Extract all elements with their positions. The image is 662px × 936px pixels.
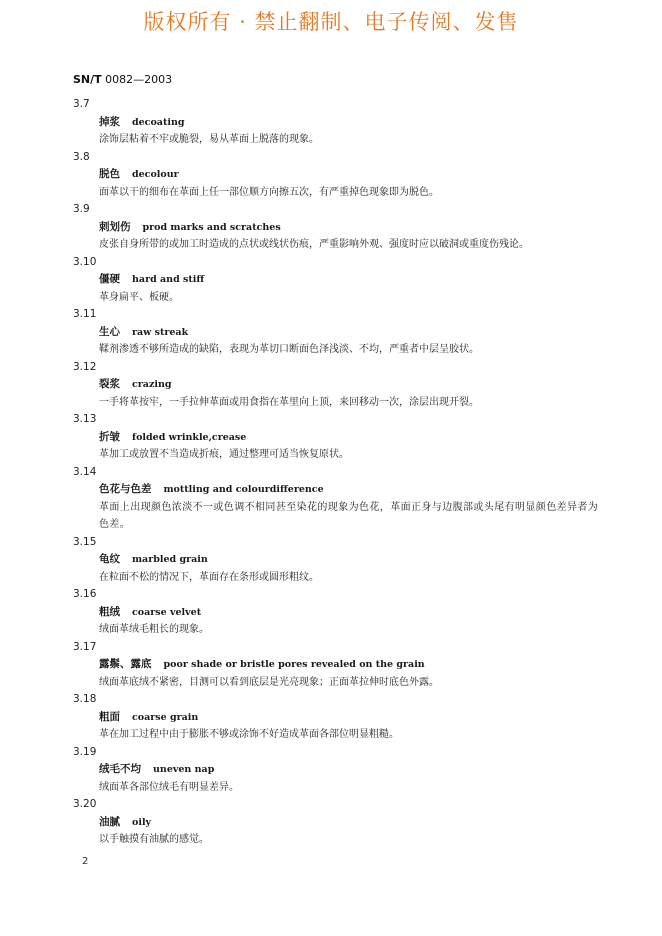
term-english: mottling and colourdifference	[163, 484, 324, 495]
term-entry	[73, 359, 603, 412]
term-entry	[73, 744, 603, 797]
standard-number: 0082—2003	[105, 73, 173, 86]
entry-definition: 皮张自身所带的或加工时造成的点状或线状伤痕，严重影响外观、强度时应以破洞或重度伤残论。	[99, 239, 529, 250]
term-entry	[73, 691, 603, 744]
term-english: uneven nap	[153, 764, 215, 775]
term-entry	[73, 464, 603, 534]
term-chinese: 粗绒	[99, 605, 120, 618]
entry-term	[99, 481, 603, 499]
entry-definition: 革在加工过程中由于膨胀不够或涂饰不好造成革面各部位明显粗糙。	[99, 729, 399, 740]
page-number: 2	[82, 856, 89, 867]
entry-number: 3.17	[73, 640, 97, 653]
term-english: marbled grain	[132, 554, 208, 565]
entry-number: 3.11	[73, 308, 97, 320]
term-english: oily	[132, 816, 152, 828]
entry-number: 3.20	[73, 798, 97, 810]
entry-number: 3.14	[73, 465, 97, 478]
term-english: poor shade or bristle pores revealed on the grain	[163, 659, 425, 670]
term-english: coarse grain	[132, 711, 199, 723]
entry-definition: 绒面革各部位绒毛有明显差异。	[99, 781, 239, 793]
entry-definition: 面革以干的细布在革面上任一部位顺方向擦五次，有严重掉色现象即为脱色。	[99, 186, 439, 198]
entry-definition: 绒面革底绒不紧密，目测可以看到底层是光亮现象；正面革拉伸时底色外露。	[99, 676, 439, 688]
term-english: hard and stiff	[132, 274, 205, 285]
term-chinese: 粗面	[99, 710, 120, 723]
standard-code-header	[73, 73, 172, 86]
term-chinese: 折皱	[99, 430, 120, 443]
term-english: coarse velvet	[132, 606, 202, 618]
term-chinese: 绒毛不均	[99, 763, 141, 775]
term-entry	[73, 586, 603, 639]
entry-definition: 涂饰层粘着不牢或脆裂，易从革面上脱落的现象。	[99, 134, 319, 145]
term-chinese: 色花与色差	[99, 483, 152, 495]
entry-term	[99, 761, 603, 779]
term-entry	[73, 201, 603, 254]
entry-number: 3.9	[73, 203, 90, 215]
term-english: folded wrinkle,crease	[132, 431, 247, 443]
entry-term	[99, 709, 603, 727]
entry-number: 3.13	[73, 413, 97, 425]
entry-number: 3.19	[73, 745, 97, 758]
entry-term	[99, 604, 603, 622]
term-chinese: 油腻	[99, 815, 120, 828]
term-english: decoating	[132, 116, 185, 128]
standard-org: SN/T	[73, 73, 102, 86]
entry-term	[99, 271, 603, 289]
entry-term	[99, 324, 603, 342]
term-english: decolour	[132, 169, 179, 180]
term-english: prod marks and scratches	[142, 221, 281, 233]
term-chinese: 掉浆	[99, 115, 120, 128]
entry-definition: 一手将革按牢，一手拉伸革面或用食指在革里向上顶，来回移动一次，涂层出现开裂。	[99, 396, 479, 408]
entry-definition: 绒面革绒毛粗长的现象。	[99, 624, 209, 635]
term-chinese: 刺划伤	[99, 220, 131, 233]
term-entry	[73, 306, 603, 359]
entry-definition: 革身扁平、板硬。	[99, 291, 179, 303]
term-english: crazing	[132, 379, 172, 390]
term-entry	[73, 639, 603, 692]
entry-term	[99, 814, 603, 832]
term-chinese: 生心	[99, 325, 120, 338]
entry-number: 3.16	[73, 588, 97, 600]
term-entry	[73, 534, 603, 587]
entry-number: 3.18	[73, 693, 97, 705]
entry-number: 3.12	[73, 360, 97, 373]
entry-definition: 革加工或放置不当造成折痕，通过整理可适当恢复原状。	[99, 449, 349, 460]
term-entry	[73, 411, 603, 464]
entry-term	[99, 429, 603, 447]
entry-term	[99, 114, 603, 132]
entry-number: 3.10	[73, 255, 97, 268]
term-english: raw streak	[132, 326, 189, 338]
entry-term	[99, 656, 603, 674]
entry-term	[99, 551, 603, 569]
entry-number: 3.7	[73, 98, 90, 110]
term-entry	[73, 96, 603, 149]
entry-number: 3.15	[73, 535, 97, 548]
entry-definition: 在粒面不松的情况下，革面存在条形或圆形粗纹。	[99, 571, 319, 583]
entry-definition: 以手触摸有油腻的感觉。	[99, 834, 209, 845]
entry-term	[99, 219, 603, 237]
term-chinese: 龟纹	[99, 553, 120, 565]
entry-number: 3.8	[73, 150, 90, 163]
term-entry	[73, 254, 603, 307]
term-chinese: 露鬃、露底	[99, 658, 152, 670]
entry-definition: 革面上出现颜色浓淡不一或色调不相同甚至染花的现象为色花，革面正身与边腹部或头尾有明显颜色差异者为色差。	[99, 501, 599, 530]
entry-definition: 鞣剂渗透不够所造成的缺陷，表现为革切口断面色泽浅淡、不均，严重者中层呈胶状。	[99, 344, 479, 355]
term-entry	[73, 149, 603, 202]
term-chinese: 脱色	[99, 168, 120, 180]
term-entry	[73, 796, 603, 849]
term-list	[73, 96, 603, 849]
term-chinese: 僵硬	[99, 273, 120, 285]
entry-term	[99, 166, 603, 184]
watermark-banner: 版权所有 · 禁止翻制、电子传阅、发售	[143, 10, 519, 34]
term-chinese: 裂浆	[99, 378, 120, 390]
entry-term	[99, 376, 603, 394]
